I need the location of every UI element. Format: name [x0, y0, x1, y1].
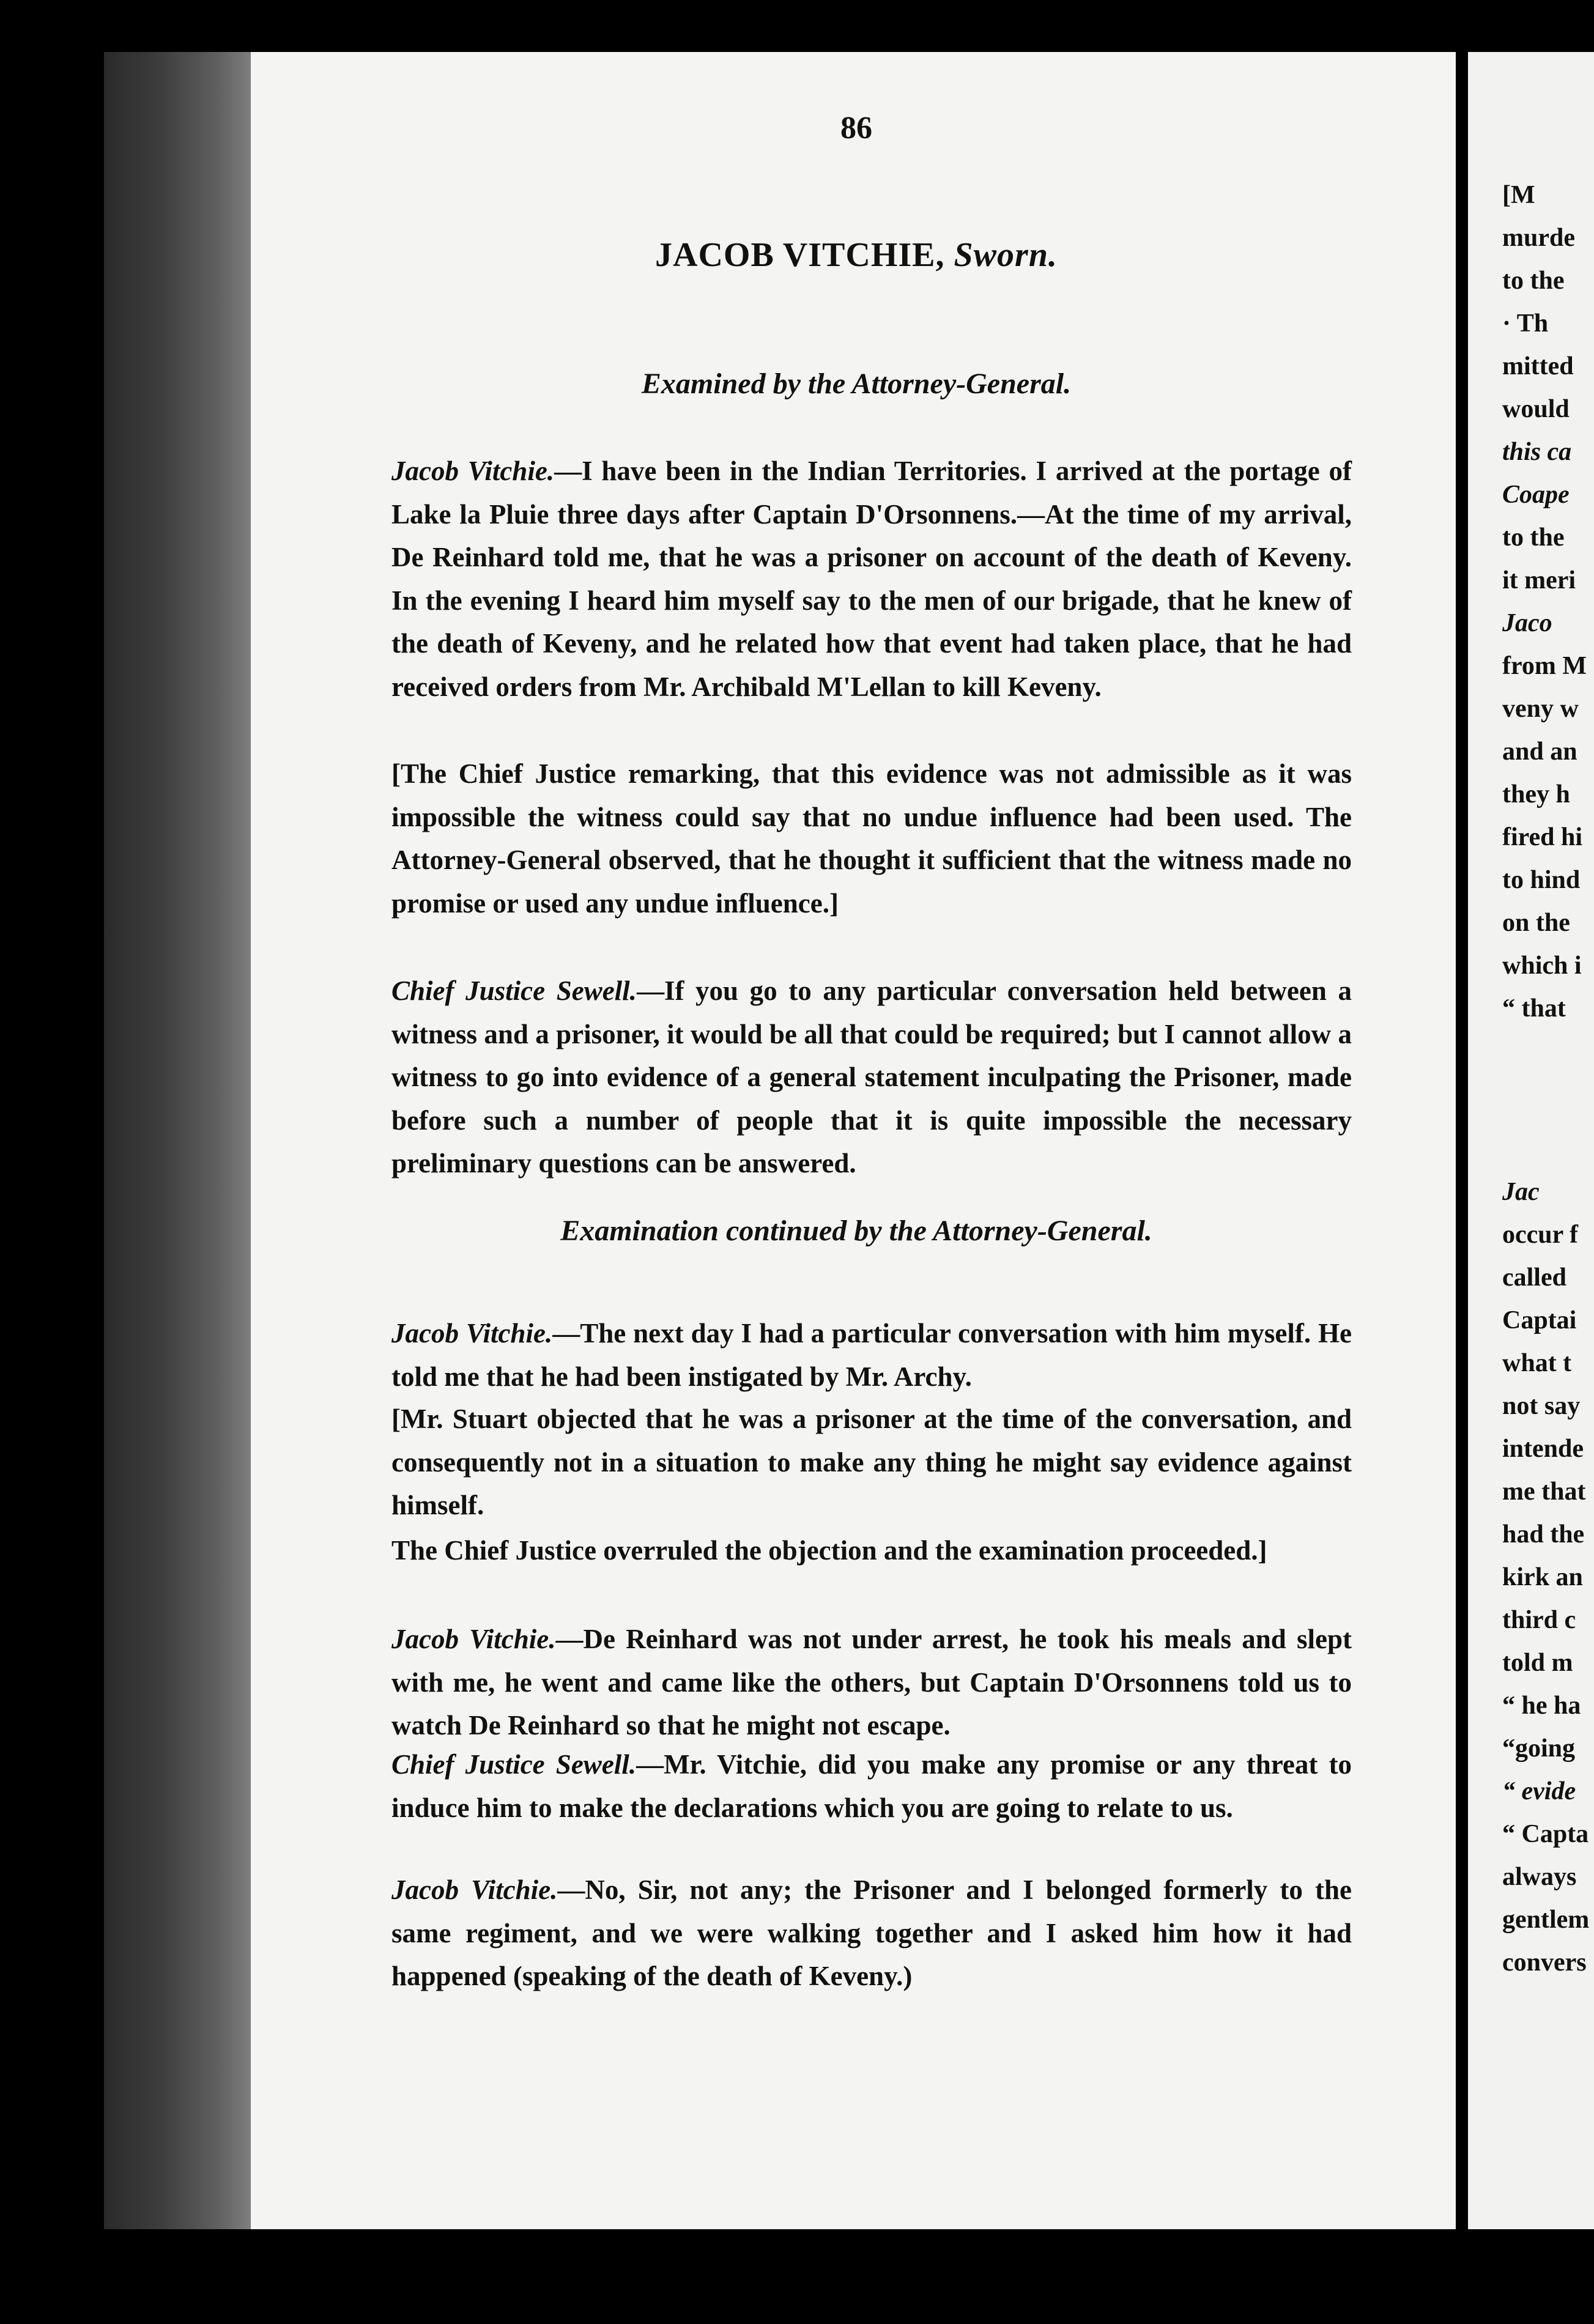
adjacent-page-line: veny w	[1502, 695, 1579, 723]
paragraph-5	[391, 1397, 1352, 1527]
adjacent-page-line: and an	[1502, 738, 1577, 766]
paragraph-text: [Mr. Stuart objected that he was a prisoner at the time of the conversation, and consequently not in a situation to make any thing he might say evidence against himself.	[391, 1404, 1352, 1520]
adjacent-page-line: gentlem	[1502, 1906, 1590, 1934]
witness-heading	[251, 235, 1462, 275]
adjacent-page-line: it meri	[1502, 566, 1576, 594]
adjacent-page-line: me that	[1502, 1478, 1586, 1506]
paragraph-9	[391, 1868, 1352, 1998]
examination-subheading: Examined by the Attorney-General.	[641, 368, 1072, 400]
adjacent-page-line: not say	[1502, 1392, 1581, 1420]
adjacent-page-line: · Th	[1502, 309, 1549, 338]
adjacent-page-line: from M	[1502, 652, 1587, 680]
adjacent-page-line: called	[1502, 1264, 1566, 1292]
adjacent-page-line: they h	[1502, 780, 1570, 809]
adjacent-page-line: kirk an	[1502, 1563, 1583, 1591]
adjacent-page-line: intende	[1502, 1435, 1584, 1463]
document-page	[251, 52, 1462, 2229]
adjacent-page-line: to the	[1502, 267, 1565, 295]
adjacent-page-line: what t	[1502, 1349, 1572, 1377]
paragraph-text: —I have been in the Indian Territories. I arrived at the portage of Lake la Pluie three days after Captain D'Orsonnens.—At the time of my arrival, De Reinhard told me, that he was a prisoner on account of the death of Keveny. In the evening I heard him myself say to the men of our brigade, that he knew of the death of Keveny, and he related how that event had taken place, that he had received orders from Mr. Archibald M'Lellan to kill Keveny.	[391, 456, 1352, 702]
paragraph-text: —De Reinhard was not under arrest, he took his meals and slept with me, he went and came like the others, but Captain D'Orsonnens told us to watch De Reinhard so that he might not escape.	[391, 1624, 1352, 1741]
examination-continued-subheading: Examination continued by the Attorney-General.	[560, 1215, 1152, 1247]
adjacent-page-line: occur f	[1502, 1221, 1579, 1249]
adjacent-page-fragment	[1456, 52, 1594, 2229]
adjacent-page-line: told m	[1502, 1649, 1573, 1677]
witness-name: JACOB VITCHIE,	[655, 236, 945, 274]
adjacent-page-line: “ evide	[1502, 1777, 1576, 1805]
adjacent-page-line: third c	[1502, 1606, 1576, 1634]
adjacent-page-line: to hind	[1502, 866, 1581, 894]
speaker-label: Jacob Vitchie.	[391, 1874, 558, 1905]
adjacent-page-line: mitted	[1502, 352, 1574, 380]
adjacent-page-line: Coape	[1502, 481, 1570, 509]
adjacent-page-line: would	[1502, 395, 1570, 423]
paragraph-text: —The next day I had a particular conversation with him myself. He told me that he had been instigated by Mr. Archy.	[391, 1318, 1352, 1392]
adjacent-page-line: had the	[1502, 1520, 1585, 1549]
paragraph-6	[391, 1529, 1352, 1572]
speaker-label: Chief Justice Sewell.	[391, 1749, 637, 1780]
adjacent-page-line: fired hi	[1502, 823, 1583, 851]
adjacent-page-line: Jaco	[1502, 609, 1552, 637]
adjacent-page-line: this ca	[1502, 438, 1572, 466]
adjacent-page-line: which i	[1502, 952, 1582, 980]
adjacent-page-line: “ he ha	[1502, 1692, 1581, 1720]
adjacent-page-line: murde	[1502, 224, 1575, 252]
paragraph-text: —If you go to any particular conversation held between a witness and a prisoner, it would be all that could be required; but I cannot allow a witness to go into evidence of a general statement inculpating the Prisoner, made before such a number of people that it is quite impossible the necessary preliminary questions can be answered.	[391, 975, 1352, 1179]
paragraph-1	[391, 450, 1352, 708]
speaker-label: Jacob Vitchie.	[391, 456, 555, 486]
paragraph-text: [The Chief Justice remarking, that this evidence was not admissible as it was impossible the witness could say that no undue influence had been used. The Attorney-General observed, that he thought it sufficient that the witness made no promise or used any undue influence.]	[391, 758, 1352, 919]
adjacent-page-line: on the	[1502, 909, 1570, 937]
paragraph-3	[391, 969, 1352, 1185]
speaker-label: Jacob Vitchie.	[391, 1624, 556, 1654]
scan-gutter-shadow	[104, 52, 263, 2229]
paragraph-4	[391, 1312, 1352, 1398]
paragraph-8	[391, 1743, 1352, 1829]
paragraph-text: The Chief Justice overruled the objection and the examination proceeded.]	[391, 1535, 1267, 1566]
sworn-label: Sworn.	[954, 236, 1058, 274]
paragraph-2	[391, 752, 1352, 925]
adjacent-page-line: Captai	[1502, 1306, 1577, 1334]
adjacent-page-line: [M	[1502, 181, 1535, 209]
speaker-label: Jacob Vitchie.	[391, 1318, 553, 1349]
speaker-label: Chief Justice Sewell.	[391, 975, 637, 1006]
paragraph-7	[391, 1618, 1352, 1747]
page-number: 86	[840, 111, 872, 146]
adjacent-page-line: “going	[1502, 1734, 1576, 1763]
adjacent-page-line: Jac	[1502, 1178, 1540, 1206]
adjacent-page-line: to the	[1502, 524, 1565, 552]
adjacent-page-line: “ that	[1502, 994, 1566, 1023]
adjacent-page-line: convers	[1502, 1948, 1587, 1977]
adjacent-page-line: always	[1502, 1863, 1577, 1891]
paragraph-text: —Mr. Vitchie, did you make any promise or any threat to induce him to make the declarations which you are going to relate to us.	[391, 1749, 1352, 1823]
paragraph-text: —No, Sir, not any; the Prisoner and I belonged formerly to the same regiment, and we were walking together and I asked him how it had happened (speaking of the death of Keveny.)	[391, 1874, 1352, 1991]
adjacent-page-line: “ Capta	[1502, 1820, 1589, 1848]
